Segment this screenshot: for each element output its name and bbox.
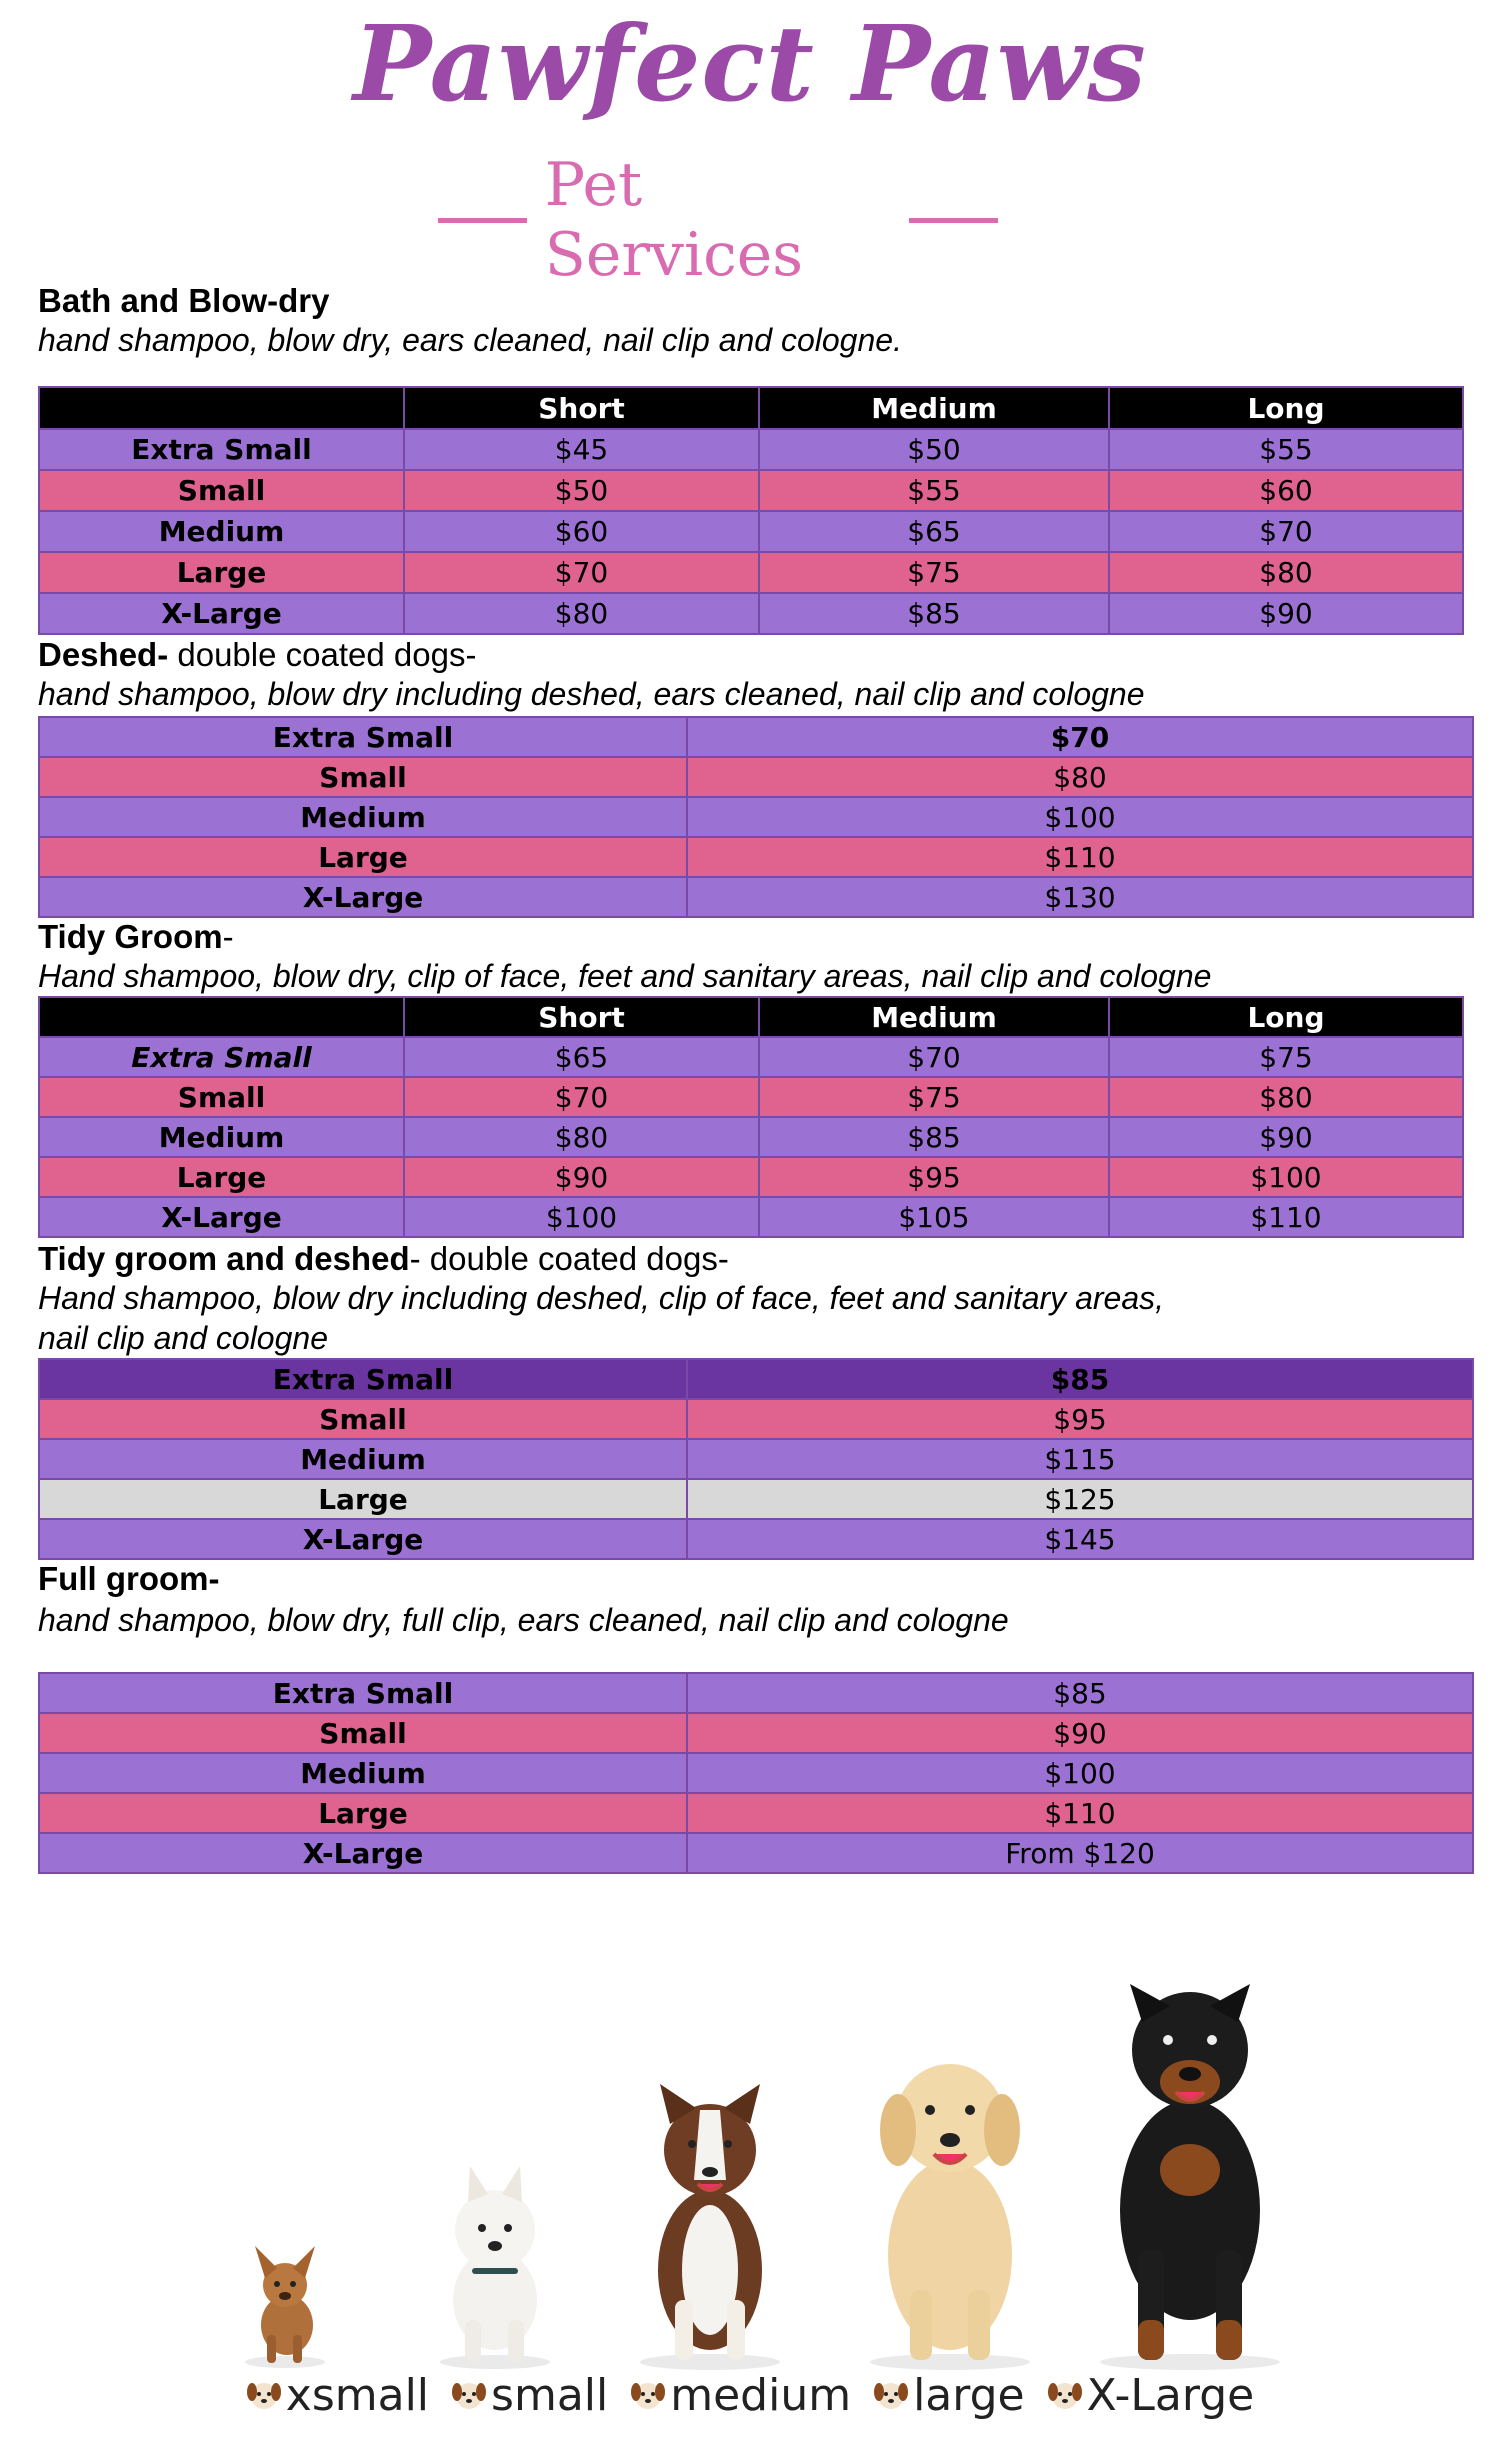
- tidy-desc: Hand shampoo, blow dry, clip of face, feet and sanitary areas, nail clip and cologne: [38, 958, 1212, 994]
- table-row: [39, 1399, 1473, 1439]
- header-long: Long: [1109, 997, 1463, 1037]
- size-legend: [0, 2360, 1500, 2430]
- size-label: Medium: [39, 1753, 687, 1793]
- size-label: X-Large: [39, 1519, 687, 1559]
- table-row: [39, 1713, 1473, 1753]
- divider-left: [438, 218, 527, 223]
- dog-face-icon: [246, 2378, 282, 2412]
- price-cell: $85: [759, 593, 1109, 634]
- price-cell: $65: [404, 1037, 759, 1077]
- table-row: [39, 1197, 1463, 1237]
- price-cell: $110: [1109, 1197, 1463, 1237]
- table-row: [39, 1077, 1463, 1117]
- legend-item: [1047, 2370, 1255, 2421]
- price-cell: $75: [1109, 1037, 1463, 1077]
- size-label: Extra Small: [39, 429, 404, 470]
- size-label: Medium: [39, 1439, 687, 1479]
- header-short: Short: [404, 387, 759, 429]
- price-cell: $70: [1109, 511, 1463, 552]
- tidy-deshed-title-bold: Tidy groom and deshed: [38, 1240, 410, 1277]
- price-cell: $65: [759, 511, 1109, 552]
- legend-item: [246, 2370, 429, 2421]
- price-cell: $110: [687, 837, 1473, 877]
- deshed-title-plain: double coated dogs-: [168, 636, 477, 673]
- deshed-title: [38, 636, 476, 674]
- table-row: [39, 1833, 1473, 1873]
- price-cell: $100: [687, 797, 1473, 837]
- size-label: Extra Small: [39, 1673, 687, 1713]
- size-label: X-Large: [39, 1197, 404, 1237]
- table-header-row: [39, 997, 1463, 1037]
- bath-desc: hand shampoo, blow dry, ears cleaned, nail clip and cologne.: [38, 322, 902, 358]
- table-row: [39, 757, 1473, 797]
- price-cell: $90: [1109, 1117, 1463, 1157]
- size-label: Large: [39, 837, 687, 877]
- price-cell: $70: [759, 1037, 1109, 1077]
- dog-face-icon: [451, 2378, 487, 2412]
- dog-sizes-illustration: [210, 1960, 1300, 2380]
- bath-title: Bath and Blow-dry: [38, 282, 330, 319]
- price-cell: $75: [759, 1077, 1109, 1117]
- size-label: Medium: [39, 511, 404, 552]
- table-row: [39, 717, 1473, 757]
- tidy-deshed-desc-2: nail clip and cologne: [38, 1320, 328, 1356]
- price-cell: $70: [687, 717, 1473, 757]
- price-cell: $85: [687, 1673, 1473, 1713]
- price-cell: $100: [404, 1197, 759, 1237]
- price-cell: $80: [404, 593, 759, 634]
- xsmall-dog-icon: [235, 2240, 335, 2370]
- large-dog-icon: [860, 2040, 1040, 2370]
- bath-price-table: [38, 386, 1464, 635]
- price-cell: $130: [687, 877, 1473, 917]
- price-cell: $80: [687, 757, 1473, 797]
- xlarge-dog-icon: [1090, 1970, 1290, 2370]
- price-cell: $125: [687, 1479, 1473, 1519]
- price-cell: $85: [687, 1359, 1473, 1399]
- price-cell: $45: [404, 429, 759, 470]
- size-label: Medium: [39, 1117, 404, 1157]
- price-cell: $95: [687, 1399, 1473, 1439]
- legend-item: [451, 2370, 608, 2421]
- tidy-title-plain: -: [222, 918, 234, 955]
- header-blank: [39, 997, 404, 1037]
- size-label: Large: [39, 1479, 687, 1519]
- table-row: [39, 877, 1473, 917]
- header-long: Long: [1109, 387, 1463, 429]
- table-row: [39, 511, 1463, 552]
- table-row: [39, 593, 1463, 634]
- price-cell: $110: [687, 1793, 1473, 1833]
- size-label: Extra Small: [39, 1359, 687, 1399]
- price-cell: $100: [1109, 1157, 1463, 1197]
- legend-label-xlarge: X-Large: [1086, 2369, 1255, 2421]
- legend-label-large: large: [913, 2369, 1025, 2421]
- price-cell: $50: [404, 470, 759, 511]
- header-blank: [39, 387, 404, 429]
- price-cell: $75: [759, 552, 1109, 593]
- legend-label-medium: medium: [670, 2369, 852, 2421]
- price-cell: $70: [404, 552, 759, 593]
- legend-item: [873, 2370, 1025, 2421]
- size-label: Small: [39, 757, 687, 797]
- size-label: Small: [39, 1399, 687, 1439]
- price-cell: From $120: [687, 1833, 1473, 1873]
- header-short: Short: [404, 997, 759, 1037]
- full-price-table: [38, 1672, 1474, 1874]
- tidy-deshed-title-plain: - double coated dogs-: [409, 1240, 729, 1277]
- price-cell: $55: [759, 470, 1109, 511]
- table-row: [39, 797, 1473, 837]
- price-cell: $100: [687, 1753, 1473, 1793]
- price-cell: $50: [759, 429, 1109, 470]
- price-cell: $80: [1109, 1077, 1463, 1117]
- header-medium: Medium: [759, 387, 1109, 429]
- table-row: [39, 1793, 1473, 1833]
- size-label: Small: [39, 470, 404, 511]
- size-label: Medium: [39, 797, 687, 837]
- header-medium: Medium: [759, 997, 1109, 1037]
- price-cell: $90: [404, 1157, 759, 1197]
- tidy-title-bold: Tidy Groom: [38, 918, 223, 955]
- price-cell: $145: [687, 1519, 1473, 1559]
- table-row: [39, 470, 1463, 511]
- price-cell: $55: [1109, 429, 1463, 470]
- size-label: Large: [39, 1157, 404, 1197]
- size-label: Large: [39, 552, 404, 593]
- table-row: [39, 1157, 1463, 1197]
- tidy-deshed-title: [38, 1240, 729, 1278]
- price-cell: $60: [404, 511, 759, 552]
- table-row: [39, 1037, 1463, 1077]
- tidy-title: [38, 918, 234, 956]
- table-row: [39, 1479, 1473, 1519]
- deshed-title-bold: Deshed-: [38, 636, 169, 673]
- price-cell: $115: [687, 1439, 1473, 1479]
- size-label: X-Large: [39, 1833, 687, 1873]
- dog-face-icon: [630, 2378, 666, 2412]
- medium-dog-icon: [630, 2080, 790, 2370]
- table-row: [39, 1519, 1473, 1559]
- dog-face-icon: [1047, 2378, 1083, 2412]
- tidy-deshed-price-table: [38, 1358, 1474, 1560]
- price-cell: $60: [1109, 470, 1463, 511]
- price-cell: $80: [1109, 552, 1463, 593]
- size-label: Extra Small: [39, 717, 687, 757]
- brand-header: [0, 0, 1500, 290]
- legend-label-xsmall: xsmall: [285, 2369, 430, 2421]
- table-row: [39, 1359, 1473, 1399]
- table-row: [39, 1117, 1463, 1157]
- size-label: Extra Small: [39, 1037, 404, 1077]
- full-desc: hand shampoo, blow dry, full clip, ears cleaned, nail clip and cologne: [38, 1602, 1009, 1638]
- price-cell: $90: [687, 1713, 1473, 1753]
- brand-subtitle: Pet Services: [544, 150, 804, 290]
- size-label: Small: [39, 1077, 404, 1117]
- tidy-price-table: [38, 996, 1464, 1238]
- size-label: Large: [39, 1793, 687, 1833]
- table-row: [39, 1673, 1473, 1713]
- legend-item: [630, 2370, 851, 2421]
- table-row: [39, 552, 1463, 593]
- price-cell: $95: [759, 1157, 1109, 1197]
- table-row: [39, 1439, 1473, 1479]
- brand-subtitle-row: [438, 150, 998, 290]
- tidy-deshed-desc-1: Hand shampoo, blow dry including deshed, clip of face, feet and sanitary areas,: [38, 1280, 1164, 1316]
- divider-right: [909, 218, 998, 223]
- price-cell: $105: [759, 1197, 1109, 1237]
- table-row: [39, 837, 1473, 877]
- price-cell: $70: [404, 1077, 759, 1117]
- small-dog-icon: [430, 2160, 560, 2370]
- legend-label-small: small: [491, 2369, 609, 2421]
- deshed-price-table: [38, 716, 1474, 918]
- brand-title: Pawfect Paws: [353, 2, 1147, 125]
- size-label: Small: [39, 1713, 687, 1753]
- dog-face-icon: [873, 2378, 909, 2412]
- deshed-desc: hand shampoo, blow dry including deshed, ears cleaned, nail clip and cologne: [38, 676, 1145, 712]
- table-row: [39, 1753, 1473, 1793]
- size-label: X-Large: [39, 593, 404, 634]
- size-label: X-Large: [39, 877, 687, 917]
- table-header-row: [39, 387, 1463, 429]
- price-cell: $80: [404, 1117, 759, 1157]
- table-row: [39, 429, 1463, 470]
- full-title: Full groom-: [38, 1560, 220, 1597]
- price-cell: $90: [1109, 593, 1463, 634]
- price-cell: $85: [759, 1117, 1109, 1157]
